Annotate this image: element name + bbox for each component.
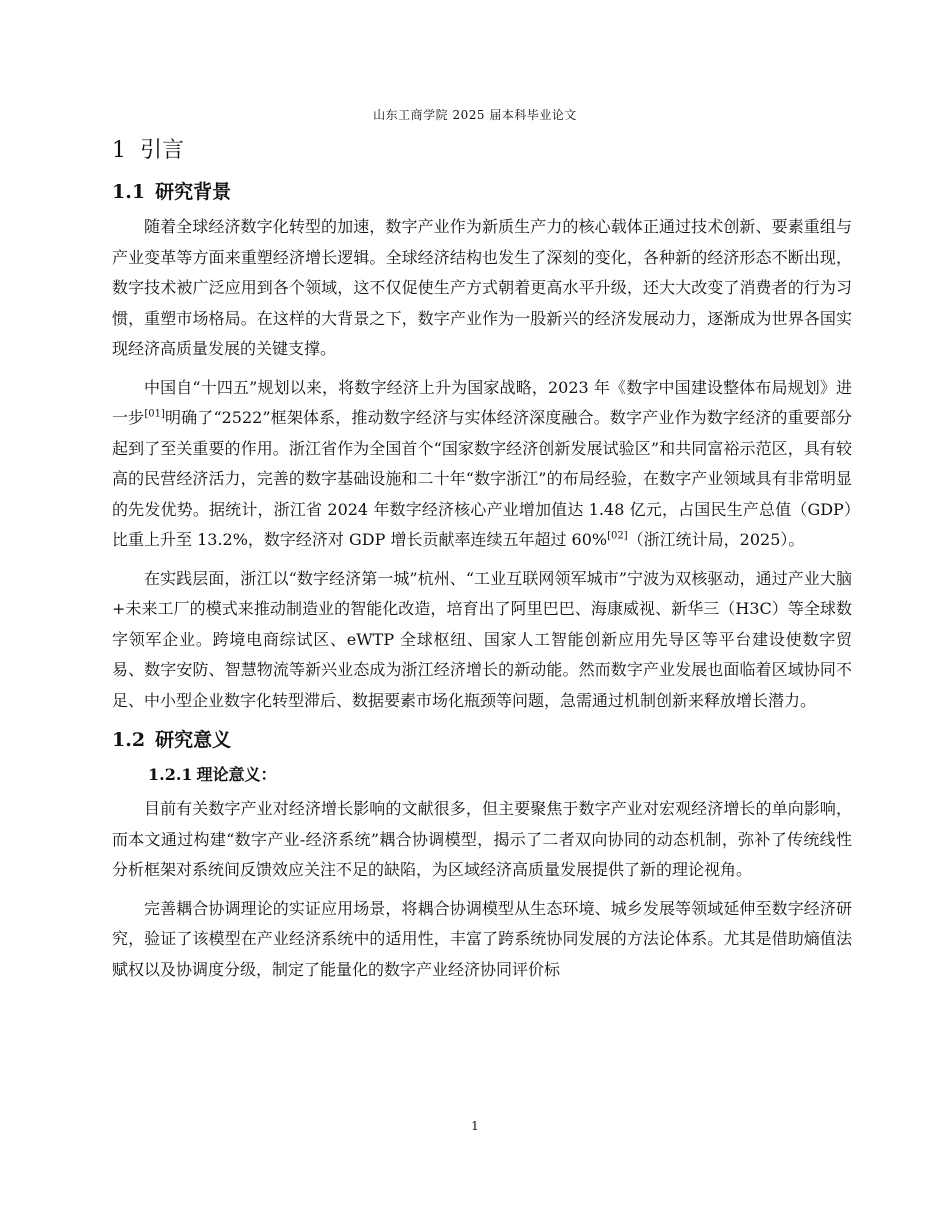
paragraph: 在实践层面，浙江以“数字经济第一城”杭州、“工业互联网领军城市”宁波为双核驱动，通过产业大脑+未来工厂的模式来推动制造业的智能化改造，培育出了阿里巴巴、海康威视、新华三（H3C）等全球数字领军企业。跨境电商综试区、eWTP 全球枢纽、国家人工智能创新应用先导区等平台建设使数字贸易、数字安防、智慧物流等新兴业态成为浙江经济增长的新动能。然而数字产业发展也面临着区域协同不足、中小型企业数字化转型滞后、数据要素市场化瓶颈等问题，急需通过机制创新来释放增长潜力。 — [112, 568, 852, 710]
subsection-number: 1.2.1 — [148, 765, 193, 784]
paragraph: 随着全球经济数字化转型的加速，数字产业作为新质生产力的核心载体正通过技术创新、要素重组与产业变革等方面来重塑经济增长逻辑。全球经济结构也发生了深刻的变化，各种新的经济形态不断出现，数字技术被广泛应用到各个领域，这不仅促使生产方式朝着更高水平升级，还大大改变了消费者的行为习惯，重塑市场格局。在这样的大背景之下，数字产业作为一股新兴的经济发展动力，逐渐成为世界各国实现经济高质量发展的关键支撑。 — [112, 217, 852, 358]
page-number: 1 — [471, 1119, 479, 1133]
chapter-heading — [112, 134, 852, 168]
section-title: 研究背景 — [155, 181, 232, 203]
chapter-title: 引言 — [140, 138, 185, 163]
paragraph: 目前有关数字产业对经济增长影响的文献很多，但主要聚焦于数字产业对宏观经济增长的单向影响，而本文通过构建“数字产业-经济系统”耦合协调模型，揭示了二者双向协同的动态机制，弥补了传统线性分析框架对系统间反馈效应关注不足的缺陷，为区域经济高质量发展提供了新的理论视角。 — [112, 799, 852, 879]
citation-ref: [01] — [144, 408, 165, 420]
page-content — [112, 134, 852, 993]
chapter-number: 1 — [112, 138, 126, 163]
section-heading-significance — [112, 724, 852, 756]
running-header: 山东工商学院 2025 届本科毕业论文 — [373, 108, 577, 122]
section-heading-background — [112, 176, 852, 208]
paragraph-with-citations: 中国自“十四五”规划以来，将数字经济上升为国家战略，2023 年《数字中国建设整体布局规划》进一步[01]明确了“2522”框架体系，推动数字经济与实体经济深度融合。数字产业作为数字经济的重要部分起到了至关重要的作用。浙江省作为全国首个“国家数字经济创新发展试验区”和共同富裕示范区，具有较高的民营经济活力，完善的数字基础设施和二十年“数字浙江”的布局经验，在数字产业领域具有非常明显的先发优势。据统计，浙江省 2024 年数字经济核心产业增加值达 1.48 亿元，占国民生产总值（GDP）比重上升至 13.2%，数字经济对 GDP 增长贡献率连续五年超过 60%[02]（浙江统计局，2025）。 — [112, 377, 852, 549]
section-title: 研究意义 — [155, 729, 232, 751]
section-number: 1.1 — [112, 181, 146, 203]
section-number: 1.2 — [112, 729, 146, 751]
citation-ref: [02] — [607, 530, 628, 542]
paragraph: 完善耦合协调理论的实证应用场景，将耦合协调模型从生态环境、城乡发展等领域延伸至数字经济研究，验证了该模型在产业经济系统中的适用性，丰富了跨系统协同发展的方法论体系。尤其是借助熵值法赋权以及协调度分级，制定了能量化的数字产业经济协同评价标 — [112, 898, 852, 979]
subsection-title: 理论意义： — [196, 765, 277, 784]
subsection-heading — [148, 760, 852, 790]
